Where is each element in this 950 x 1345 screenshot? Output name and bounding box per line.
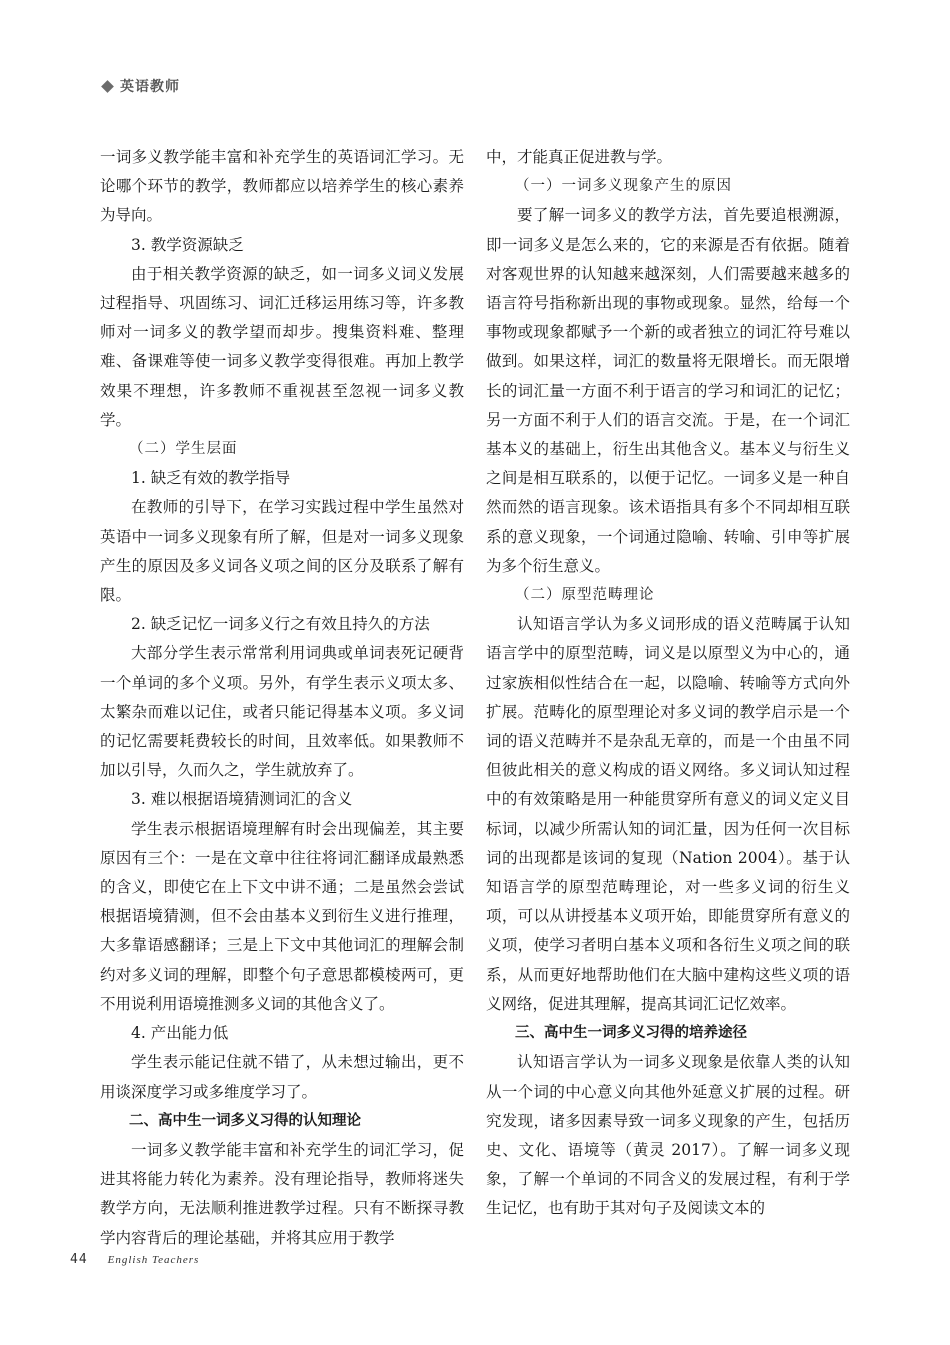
diamond-bullet-icon xyxy=(101,80,114,93)
right-column xyxy=(486,143,850,1224)
subheading: 2. 缺乏记忆一词多义行之有效且持久的方法 xyxy=(131,615,430,634)
subheading: 3. 难以根据语境猜测词汇的含义 xyxy=(131,790,353,809)
paragraph: 由于相关教学资源的缺乏，如一词多义词义发展过程指导、巩固练习、词汇迁移运用练习等，许多教师对一词多义的教学望而却步。搜集资料难、整理难、备课难等使一词多义教学变得很难。再加上教学效果不理想，许多教师不重视甚至忽视一词多义教学。 xyxy=(100,264,464,429)
chapter-heading: 二、高中生一词多义习得的认知理论 xyxy=(129,1112,361,1129)
paragraph: 学生表示根据语境理解有时会出现偏差，其主要原因有三个：一是在文章中往往将词汇翻译成最熟悉的含义，即使它在上下文中讲不通；二是虽然会尝试根据语境猜测，但不会由基本义到衍生义进行推理，大多靠语感翻译；三是上下文中其他词汇的理解会制约对多义词的理解，即整个句子意思都模棱两可，更不用说利用语境推测多义词的其他含义了。 xyxy=(100,819,464,1013)
left-column xyxy=(100,143,464,1253)
section-heading: （二）原型范畴理论 xyxy=(515,587,655,604)
chapter-heading: 三、高中生一词多义习得的培养途径 xyxy=(515,1025,747,1042)
paragraph: 大部分学生表示常常利用词典或单词表死记硬背一个单词的多个义项。另外，有学生表示义项太多、太繁杂而难以记住，或者只能记得基本义项。多义词的记忆需要耗费较长的时间，且效率低。如果教师不加以引导，久而久之，学生就放弃了。 xyxy=(100,644,464,780)
page-footer xyxy=(70,1252,199,1267)
paragraph: 中，才能真正促进教与学。 xyxy=(486,148,673,166)
subheading: 3. 教学资源缺乏 xyxy=(131,235,244,254)
page-number: 44 xyxy=(70,1252,88,1267)
paragraph: 要了解一词多义的教学方法，首先要追根溯源，即一词多义是怎么来的，它的来源是否有依据。随着对客观世界的认知越来越深刻，人们需要越来越多的语言符号指称新出现的事物或现象。显然，给每一个事物或现象都赋予一个新的或者独立的词汇符号难以做到。如果这样，词汇的数量将无限增长。而无限增长的词汇量一方面不利于语言的学习和词汇的记忆；另一方面不利于人们的语言交流。于是，在一个词汇基本义的基础上，衍生出其他含义。基本义与衍生义之间是相互联系的，以便于记忆。一词多义是一种自然而然的语言现象。该术语指具有多个不同却相互联系的意义现象，一个词通过隐喻、转喻、引申等扩展为多个衍生意义。 xyxy=(486,206,850,575)
paragraph: 学生表示能记住就不错了，从未想过输出，更不用谈深度学习或多维度学习了。 xyxy=(100,1053,464,1101)
running-header xyxy=(103,76,180,96)
paragraph: 一词多义教学能丰富和补充学生的词汇学习，促进其将能力转化为素养。没有理论指导，教师将迷失教学方向，无法顺利推进教学过程。只有不断探寻教学内容背后的理论基础，并将其应用于教学 xyxy=(100,1140,464,1247)
journal-name: English Teachers xyxy=(107,1254,200,1266)
journal-section-title: 英语教师 xyxy=(120,79,180,95)
section-heading: （二）学生层面 xyxy=(129,441,238,458)
paragraph: 在教师的引导下，在学习实践过程中学生虽然对英语中一词多义现象有所了解，但是对一词多义现象产生的原因及多义词各义项之间的区分及联系了解有限。 xyxy=(100,498,464,605)
paragraph: 认知语言学认为多义词形成的语义范畴属于认知语言学中的原型范畴，词义是以原型义为中心的，通过家族相似性结合在一起，以隐喻、转喻等方式向外扩展。范畴化的原型理论对多义词的教学启示是一个词的语义范畴并不是杂乱无章的，而是一个由虽不同但彼此相关的意义构成的语义网络。多义词认知过程中的有效策略是用一种能贯穿所有意义的词义定义目标词，以减少所需认知的词汇量，因为任何一次目标词的出现都是该词的复现（Nation 2004）。基于认知语言学的原型范畴理论，对一些多义词的衍生义项，可以从讲授基本义项开始，即能贯穿所有意义的义项，使学习者明白基本义项和各衍生义项之间的联系，从而更好地帮助他们在大脑中建构这些义项的语义网络，促进其理解，提高其词汇记忆效率。 xyxy=(486,615,850,1013)
subheading: 1. 缺乏有效的教学指导 xyxy=(131,469,291,488)
paragraph: 认知语言学认为一词多义现象是依靠人类的认知从一个词的中心意义向其他外延意义扩展的过程。研究发现，诸多因素导致一词多义现象的产生，包括历史、文化、语境等（黄灵 2017）。了解一词多义现象，了解一个单词的不同含义的发展过程，有利于学生记忆，也有助于其对句子及阅读文本的 xyxy=(486,1053,850,1218)
paragraph: 一词多义教学能丰富和补充学生的英语词汇学习。无论哪个环节的教学，教师都应以培养学生的核心素养为导向。 xyxy=(100,148,464,225)
subheading: 4. 产出能力低 xyxy=(131,1024,229,1043)
section-heading: （一）一词多义现象产生的原因 xyxy=(515,178,732,195)
